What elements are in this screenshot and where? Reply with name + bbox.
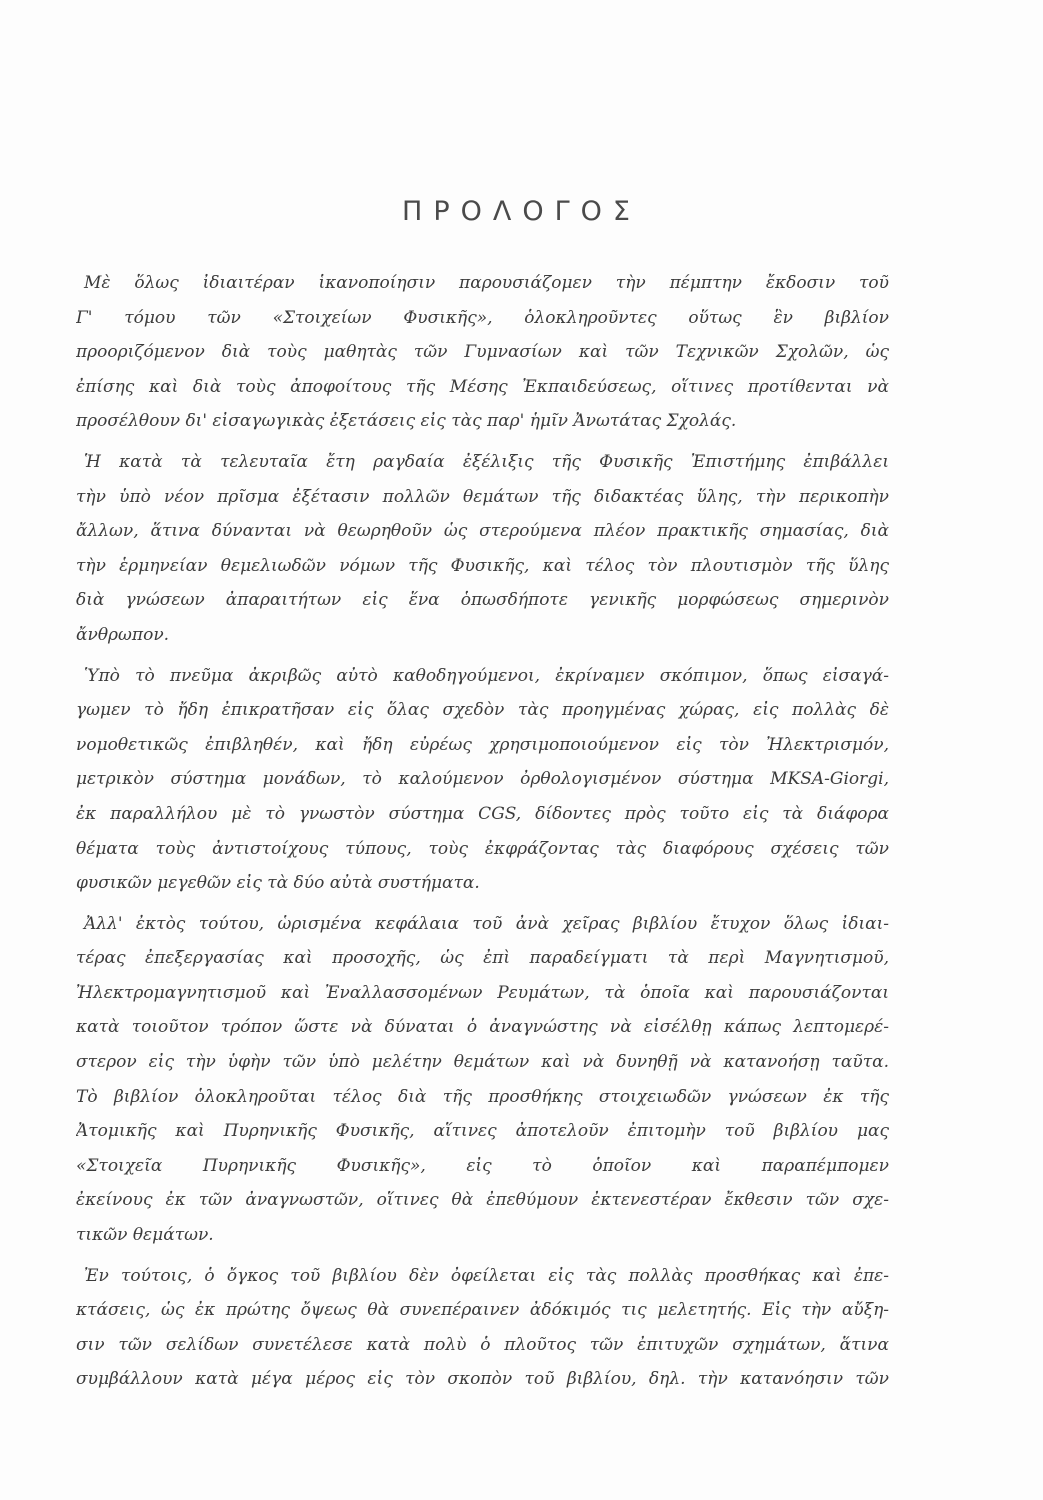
text-line: Ἠλεκτρομαγνητισμοῦ καὶ Ἐναλλασσομένων Ρευμάτων, τὰ ὁποῖα καὶ παρουσιάζονται <box>76 982 889 1003</box>
page-title: ΠΡΟΛΟΓΟΣ <box>402 196 641 227</box>
text-line: σιν τῶν σελίδων συνετέλεσε κατὰ πολὺ ὁ πλοῦτος τῶν ἐπιτυχῶν σχημάτων, ἅτινα <box>76 1334 889 1355</box>
text-line: προοριζόμενον διὰ τοὺς μαθητὰς τῶν Γυμνασίων καὶ τῶν Τεχνικῶν Σχολῶν, ὡς <box>76 342 889 363</box>
text-line: Τὸ βιβλίον ὁλοκληροῦται τέλος διὰ τῆς προσθήκης στοιχειωδῶν γνώσεων ἐκ τῆς <box>76 1086 889 1107</box>
text-line: τὴν ὑπὸ νέον πρῖσμα ἐξέτασιν πολλῶν θεμάτων τῆς διδακτέας ὕλης, τὴν περικοπὴν <box>76 486 889 507</box>
paragraph-3 <box>76 659 889 901</box>
text-line: ἄλλων, ἅτινα δύνανται νὰ θεωρηθοῦν ὡς στερούμενα πλέον πρακτικῆς σημασίας, διὰ <box>76 521 889 542</box>
text-line: Ἡ κατὰ τὰ τελευταῖα ἔτη ραγδαία ἐξέλιξις τῆς Φυσικῆς Ἐπιστήμης ἐπιβάλλει <box>84 451 889 472</box>
paragraph-1 <box>76 266 889 439</box>
text-line: προσέλθουν δι' εἰσαγωγικὰς ἐξετάσεις εἰς τὰς παρ' ἡμῖν Ἀνωτάτας Σχολάς. <box>76 411 737 432</box>
text-line: ἐκ παραλλήλου μὲ τὸ γνωστὸν σύστημα CGS, δίδοντες πρὸς τοῦτο εἰς τὰ διάφορα <box>76 803 889 824</box>
text-line: συμβάλλουν κατὰ μέγα μέρος εἰς τὸν σκοπὸν τοῦ βιβλίου, δηλ. τὴν κατανόησιν τῶν <box>76 1369 889 1390</box>
text-line: νομοθετικῶς ἐπιβληθέν, καὶ ἤδη εὐρέως χρησιμοποιούμενον εἰς τὸν Ἠλεκτρισμόν, <box>76 734 889 755</box>
text-line: Μὲ ὅλως ἰδιαιτέραν ἱκανοποίησιν παρουσιάζομεν τὴν πέμπτην ἔκδοσιν τοῦ <box>84 273 889 293</box>
text-line: θέματα τοὺς ἀντιστοίχους τύπους, τοὺς ἐκφράζοντας τὰς διαφόρους σχέσεις τῶν <box>76 838 889 859</box>
text-line: στερον εἰς τὴν ὑφὴν τῶν ὑπὸ μελέτην θεμάτων καὶ νὰ δυνηθῇ νὰ κατανοήσῃ ταῦτα. <box>76 1052 889 1073</box>
paragraph-5 <box>76 1259 889 1397</box>
text-line: κτάσεις, ὡς ἐκ πρώτης ὄψεως θὰ συνεπέραινεν ἀδόκιμός τις μελετητής. Εἰς τὴν αὔξη- <box>76 1300 889 1321</box>
text-line: τὴν ἑρμηνείαν θεμελιωδῶν νόμων τῆς Φυσικῆς, καὶ τέλος τὸν πλουτισμὸν τῆς ὕλης <box>76 555 889 576</box>
text-line: Ἀτομικῆς καὶ Πυρηνικῆς Φυσικῆς, αἵτινες ἀποτελοῦν ἐπιτομὴν τοῦ βιβλίου μας <box>76 1121 889 1142</box>
text-line: Γ' τόμου τῶν «Στοιχείων Φυσικῆς», ὁλοκληροῦντες οὕτως ἓν βιβλίον <box>76 307 889 328</box>
text-line: Ἀλλ' ἐκτὸς τούτου, ὡρισμένα κεφάλαια τοῦ ἀνὰ χεῖρας βιβλίου ἔτυχον ὅλως ἰδιαι- <box>84 913 889 934</box>
text-line: μετρικὸν σύστημα μονάδων, τὸ καλούμενον ὀρθολογισμένον σύστημα MKSA-Giorgi, <box>76 769 889 790</box>
text-line: γωμεν τὸ ἤδη ἐπικρατῆσαν εἰς ὅλας σχεδὸν τὰς προηγμένας χώρας, εἰς πολλὰς δὲ <box>76 700 889 721</box>
text-line: Ἐν τούτοις, ὁ ὄγκος τοῦ βιβλίου δὲν ὀφείλεται εἰς τὰς πολλὰς προσθήκας καὶ ἐπε- <box>84 1265 889 1286</box>
paragraph-4 <box>76 907 889 1253</box>
text-line: «Στοιχεῖα Πυρηνικῆς Φυσικῆς», εἰς τὸ ὁποῖον καὶ παραπέμπομεν <box>76 1155 889 1176</box>
text-line: τέρας ἐπεξεργασίας καὶ προσοχῆς, ὡς ἐπὶ παραδείγματι τὰ περὶ Μαγνητισμοῦ, <box>76 948 889 969</box>
text-line: ἐπίσης καὶ διὰ τοὺς ἀποφοίτους τῆς Μέσης Ἐκπαιδεύσεως, οἵτινες προτίθενται νὰ <box>76 376 889 397</box>
text-line: ἄνθρωπον. <box>76 624 170 645</box>
text-line: ἐκείνους ἐκ τῶν ἀναγνωστῶν, οἵτινες θὰ ἐπεθύμουν ἐκτενεστέραν ἔκθεσιν τῶν σχε- <box>76 1190 889 1211</box>
preface-body <box>76 266 889 1403</box>
text-line: κατὰ τοιοῦτον τρόπον ὥστε νὰ δύναται ὁ ἀναγνώστης νὰ εἰσέλθῃ κάπως λεπτομερέ- <box>76 1017 889 1038</box>
text-line: διὰ γνώσεων ἀπαραιτήτων εἰς ἕνα ὁπωσδήποτε γενικῆς μορφώσεως σημερινὸν <box>76 590 889 611</box>
text-line: φυσικῶν μεγεθῶν εἰς τὰ δύο αὐτὰ συστήματα. <box>76 873 480 894</box>
paragraph-2 <box>76 445 889 653</box>
text-line: Ὑπὸ τὸ πνεῦμα ἀκριβῶς αὐτὸ καθοδηγούμενοι, ἐκρίναμεν σκόπιμον, ὅπως εἰσαγά- <box>84 665 889 686</box>
text-line: τικῶν θεμάτων. <box>76 1225 214 1246</box>
